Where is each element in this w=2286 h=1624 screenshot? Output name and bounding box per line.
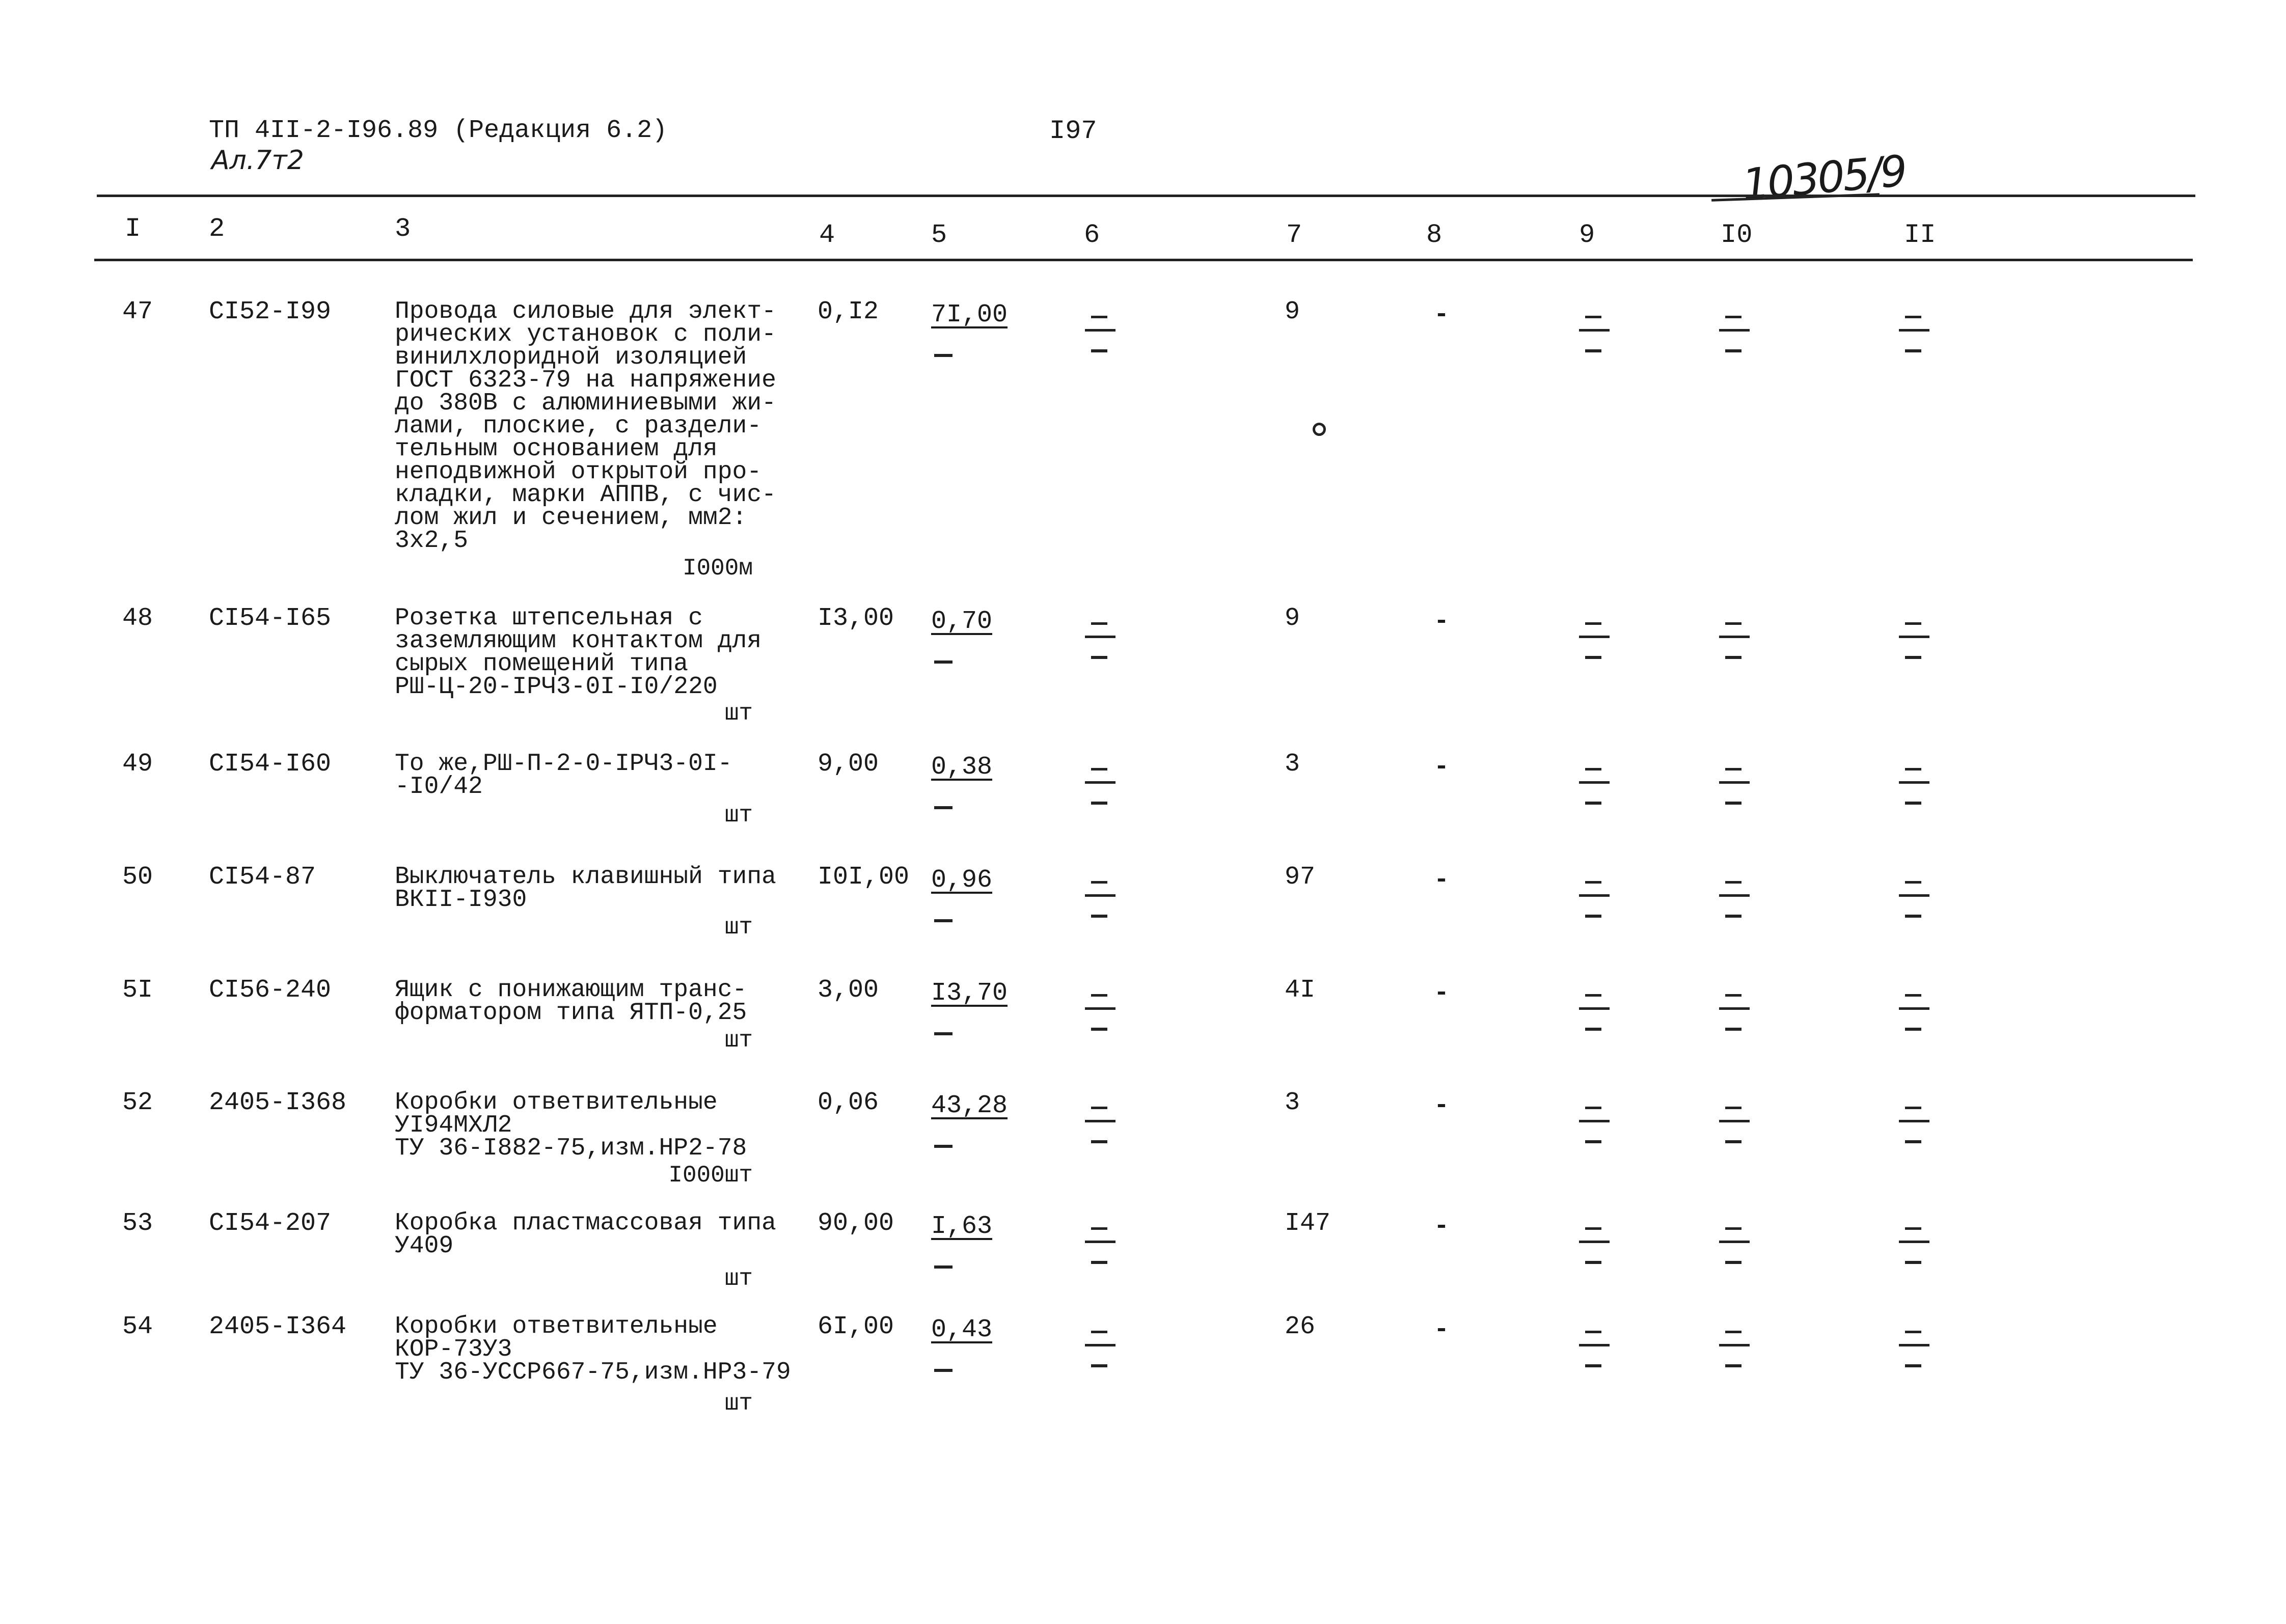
dash-stroke (1091, 1261, 1107, 1264)
dash-stroke (1905, 316, 1921, 318)
column-7-value: 9 (1285, 604, 1300, 633)
unit-price: 0,70 (931, 607, 993, 636)
dash-stroke (1085, 1007, 1115, 1010)
column-6-dash (1085, 881, 1115, 922)
description-line: кладки, марки АППВ, с чис- (395, 481, 776, 509)
description-line: ВКII-I930 (395, 886, 527, 914)
dash-stroke (1905, 622, 1921, 625)
dash-stroke (1905, 802, 1921, 805)
dash-stroke (1085, 1344, 1115, 1346)
dash-stroke (1091, 1331, 1107, 1333)
description-line: неподвижной открытой про- (395, 458, 762, 486)
description-line: ТУ 36-I882-75,изм.НР2-78 (395, 1135, 747, 1162)
column-8-dash: - (1434, 1315, 1450, 1344)
dash-stroke (1899, 1120, 1929, 1122)
dash-stroke (1585, 1028, 1601, 1031)
description-line: КОР-73У3 (395, 1336, 512, 1363)
circle-mark (1313, 423, 1326, 436)
item-code: 2405-I364 (209, 1312, 347, 1341)
item-code: CI52-I99 (209, 297, 332, 326)
document-code: ТП 4II-2-I96.89 (Редакция 6.2) (209, 116, 668, 145)
column-10-dash (1719, 1107, 1750, 1147)
dash-stroke (1091, 622, 1107, 625)
quantity: I0I,00 (818, 863, 910, 892)
dash-stroke (1085, 636, 1115, 638)
dash-stroke (1085, 781, 1115, 784)
dash-stroke (1725, 994, 1741, 997)
column-6-dash (1085, 994, 1115, 1035)
unit-price: 0,43 (931, 1315, 993, 1344)
dash-stroke (1585, 881, 1601, 884)
column-number: 8 (1426, 220, 1443, 250)
column-9-dash (1579, 881, 1610, 922)
dash-stroke (1905, 915, 1921, 918)
column-7-value: 4I (1285, 976, 1316, 1005)
dash-stroke (1585, 1331, 1601, 1333)
dash-stroke (1091, 1107, 1107, 1109)
column-8-dash: - (1434, 753, 1450, 782)
description-line: заземляющим контактом для (395, 627, 762, 655)
dash-stroke (1085, 1241, 1115, 1243)
dash-stroke (1905, 1028, 1921, 1031)
dash-stroke (1725, 1107, 1741, 1109)
description-line: сырых помещений типа (395, 650, 689, 678)
dash-stroke (1905, 1261, 1921, 1264)
item-code: 2405-I368 (209, 1088, 347, 1117)
description-line: То же,РШ-П-2-0-IРЧ3-0I- (395, 750, 732, 778)
unit-price: I,63 (931, 1212, 993, 1241)
dash-stroke (1725, 349, 1741, 352)
column-10-dash (1719, 316, 1750, 356)
column-7-value: 3 (1285, 1088, 1300, 1117)
description-line: У409 (395, 1232, 454, 1260)
row-number: 47 (122, 297, 153, 326)
column-6-dash (1085, 1331, 1115, 1371)
dash-stroke (1585, 915, 1601, 918)
dash-stroke (1725, 1227, 1741, 1230)
dash-stroke (1905, 881, 1921, 884)
dash-stroke (1725, 622, 1741, 625)
unit-label: шт (724, 1027, 753, 1054)
dash-stroke (1905, 656, 1921, 659)
dash-stroke (1725, 1261, 1741, 1264)
dash-stroke (1585, 656, 1601, 659)
price-dash (934, 1369, 953, 1372)
unit-price: 0,96 (931, 866, 993, 895)
column-9-dash (1579, 316, 1610, 356)
column-10-dash (1719, 1331, 1750, 1371)
dash-stroke (1579, 894, 1610, 897)
dash-stroke (1091, 1028, 1107, 1031)
unit-price: 7I,00 (931, 300, 1008, 329)
column-number: 6 (1084, 220, 1100, 250)
dash-stroke (1905, 1107, 1921, 1109)
top-rule (97, 195, 2195, 197)
dash-stroke (1725, 768, 1741, 770)
dash-stroke (1091, 316, 1107, 318)
dash-stroke (1585, 1364, 1601, 1367)
column-number: 4 (819, 220, 835, 250)
description-line: Провода силовые для элект- (395, 298, 776, 325)
unit-label: шт (724, 1265, 753, 1292)
column-9-dash (1579, 768, 1610, 809)
dash-stroke (1579, 1344, 1610, 1346)
price-dash (934, 1265, 953, 1269)
column-9-dash (1579, 1107, 1610, 1147)
unit-label: шт (724, 700, 753, 727)
dash-stroke (1725, 915, 1741, 918)
price-dash (934, 806, 953, 809)
dash-stroke (1579, 1007, 1610, 1010)
dash-stroke (1899, 894, 1929, 897)
description-line: ГОСТ 6323-79 на напряжение (395, 367, 776, 394)
description-line: винилхлоридной изоляцией (395, 344, 747, 371)
dash-stroke (1725, 802, 1741, 805)
dash-stroke (1585, 349, 1601, 352)
dash-stroke (1719, 1007, 1750, 1010)
column-7-value: 3 (1285, 750, 1300, 779)
column-8-dash: - (1434, 607, 1450, 636)
price-dash (934, 354, 953, 357)
dash-stroke (1899, 636, 1929, 638)
dash-stroke (1585, 1140, 1601, 1143)
dash-stroke (1899, 329, 1929, 332)
quantity: 3,00 (818, 976, 879, 1005)
dash-stroke (1905, 1140, 1921, 1143)
description-line: Ящик с понижающим транс- (395, 976, 747, 1004)
dash-stroke (1725, 1140, 1741, 1143)
column-8-dash: - (1434, 866, 1450, 895)
unit-label: I000м (682, 555, 753, 582)
dash-stroke (1085, 894, 1115, 897)
dash-stroke (1091, 656, 1107, 659)
dash-stroke (1091, 915, 1107, 918)
dash-stroke (1091, 768, 1107, 770)
column-10-dash (1719, 881, 1750, 922)
column-11-dash (1899, 1107, 1929, 1147)
column-10-dash (1719, 768, 1750, 809)
column-6-dash (1085, 622, 1115, 663)
dash-stroke (1719, 1344, 1750, 1346)
description-line: РШ-Ц-20-IРЧ3-0I-I0/220 (395, 673, 718, 701)
price-dash (934, 1032, 953, 1035)
column-7-value: 9 (1285, 297, 1300, 326)
description-line: Коробка пластмассовая типа (395, 1209, 776, 1237)
inventory-number: 10305/9 (1740, 146, 1908, 210)
column-11-dash (1899, 622, 1929, 663)
column-11-dash (1899, 316, 1929, 356)
column-8-dash: - (1434, 1091, 1450, 1120)
column-8-dash: - (1434, 979, 1450, 1008)
item-code: CI54-I65 (209, 604, 332, 633)
column-number: 5 (931, 220, 947, 250)
row-number: 50 (122, 863, 153, 892)
unit-price: 0,38 (931, 753, 993, 782)
description-line: Коробки ответвительные (395, 1313, 718, 1340)
dash-stroke (1585, 802, 1601, 805)
row-number: 52 (122, 1088, 153, 1117)
dash-stroke (1579, 781, 1610, 784)
row-number: 49 (122, 750, 153, 779)
dash-stroke (1719, 1241, 1750, 1243)
dash-stroke (1725, 656, 1741, 659)
dash-stroke (1719, 636, 1750, 638)
column-10-dash (1719, 622, 1750, 663)
column-10-dash (1719, 1227, 1750, 1268)
row-number: 48 (122, 604, 153, 633)
quantity: I3,00 (818, 604, 894, 633)
dash-stroke (1585, 316, 1601, 318)
column-number: 3 (395, 214, 411, 244)
description-line: ТУ 36-УССР667-75,изм.НР3-79 (395, 1359, 791, 1386)
description-line: Коробки ответвительные (395, 1089, 718, 1116)
quantity: 0,06 (818, 1088, 879, 1117)
dash-stroke (1905, 994, 1921, 997)
dash-stroke (1091, 1364, 1107, 1367)
dash-stroke (1091, 881, 1107, 884)
dash-stroke (1719, 894, 1750, 897)
dash-stroke (1905, 1364, 1921, 1367)
column-number: I0 (1721, 220, 1753, 250)
column-8-dash: - (1434, 1212, 1450, 1241)
price-dash (934, 1145, 953, 1148)
price-dash (934, 919, 953, 922)
item-code: CI56-240 (209, 976, 332, 1005)
dash-stroke (1725, 1028, 1741, 1031)
dash-stroke (1585, 1227, 1601, 1230)
description-line: до 380В с алюминиевыми жи- (395, 390, 776, 417)
item-code: CI54-207 (209, 1209, 332, 1238)
dash-stroke (1719, 1120, 1750, 1122)
dash-stroke (1091, 349, 1107, 352)
description-line: Розетка штепсельная с (395, 604, 703, 632)
unit-label: шт (724, 914, 753, 941)
column-7-value: 97 (1285, 863, 1316, 892)
dash-stroke (1905, 1331, 1921, 1333)
description-line: тельным основанием для (395, 435, 718, 463)
column-number: 2 (209, 214, 225, 244)
dash-stroke (1579, 1120, 1610, 1122)
dash-stroke (1585, 622, 1601, 625)
dash-stroke (1719, 329, 1750, 332)
column-11-dash (1899, 768, 1929, 809)
dash-stroke (1579, 636, 1610, 638)
column-9-dash (1579, 1331, 1610, 1371)
column-6-dash (1085, 1227, 1115, 1268)
dash-stroke (1085, 329, 1115, 332)
quantity: 6I,00 (818, 1312, 894, 1341)
price-dash (934, 660, 953, 664)
item-code: CI54-87 (209, 863, 316, 892)
description-line: рических установок с поли- (395, 321, 776, 348)
dash-stroke (1899, 1241, 1929, 1243)
column-7-value: I47 (1285, 1209, 1331, 1238)
column-6-dash (1085, 316, 1115, 356)
description-line: лами, плоские, с раздели- (395, 412, 762, 440)
dash-stroke (1091, 1227, 1107, 1230)
sheet-label: Ал.7т2 (211, 145, 304, 176)
column-11-dash (1899, 881, 1929, 922)
row-number: 54 (122, 1312, 153, 1341)
row-number: 53 (122, 1209, 153, 1238)
column-9-dash (1579, 622, 1610, 663)
item-code: CI54-I60 (209, 750, 332, 779)
dash-stroke (1725, 1331, 1741, 1333)
dash-stroke (1899, 781, 1929, 784)
column-7-value: 26 (1285, 1312, 1316, 1341)
description-line: Выключатель клавишный типа (395, 863, 776, 891)
column-10-dash (1719, 994, 1750, 1035)
description-line: УI94МХЛ2 (395, 1112, 512, 1139)
column-11-dash (1899, 1227, 1929, 1268)
dash-stroke (1579, 1241, 1610, 1243)
dash-stroke (1719, 781, 1750, 784)
unit-price: 43,28 (931, 1091, 1008, 1120)
dash-stroke (1905, 768, 1921, 770)
column-9-dash (1579, 1227, 1610, 1268)
quantity: 9,00 (818, 750, 879, 779)
dash-stroke (1725, 881, 1741, 884)
dash-stroke (1085, 1120, 1115, 1122)
dash-stroke (1905, 349, 1921, 352)
description-line: лом жил и сечением, мм2: (395, 504, 747, 532)
column-8-dash: - (1434, 300, 1450, 329)
column-number: I (125, 214, 141, 244)
unit-label: шт (724, 802, 753, 829)
unit-label: шт (724, 1390, 753, 1417)
column-6-dash (1085, 1107, 1115, 1147)
dash-stroke (1725, 1364, 1741, 1367)
unit-label: I000шт (668, 1162, 753, 1189)
dash-stroke (1579, 329, 1610, 332)
column-number: 9 (1579, 220, 1595, 250)
dash-stroke (1905, 1227, 1921, 1230)
quantity: 0,I2 (818, 297, 879, 326)
header-rule (94, 259, 2193, 261)
column-9-dash (1579, 994, 1610, 1035)
description-line: форматором типа ЯТП-0,25 (395, 999, 747, 1027)
dash-stroke (1899, 1007, 1929, 1010)
dash-stroke (1725, 316, 1741, 318)
dash-stroke (1585, 768, 1601, 770)
dash-stroke (1585, 1107, 1601, 1109)
column-11-dash (1899, 994, 1929, 1035)
column-11-dash (1899, 1331, 1929, 1371)
column-number: II (1904, 220, 1936, 250)
dash-stroke (1585, 1261, 1601, 1264)
dash-stroke (1091, 1140, 1107, 1143)
dash-stroke (1899, 1344, 1929, 1346)
description-line: -I0/42 (395, 773, 483, 801)
dash-stroke (1585, 994, 1601, 997)
dash-stroke (1091, 994, 1107, 997)
page-number: I97 (1049, 116, 1097, 146)
unit-price: I3,70 (931, 979, 1008, 1008)
row-number: 5I (122, 976, 153, 1005)
dash-stroke (1091, 802, 1107, 805)
description-line: 3х2,5 (395, 527, 469, 555)
quantity: 90,00 (818, 1209, 894, 1238)
column-number: 7 (1286, 220, 1302, 250)
column-6-dash (1085, 768, 1115, 809)
